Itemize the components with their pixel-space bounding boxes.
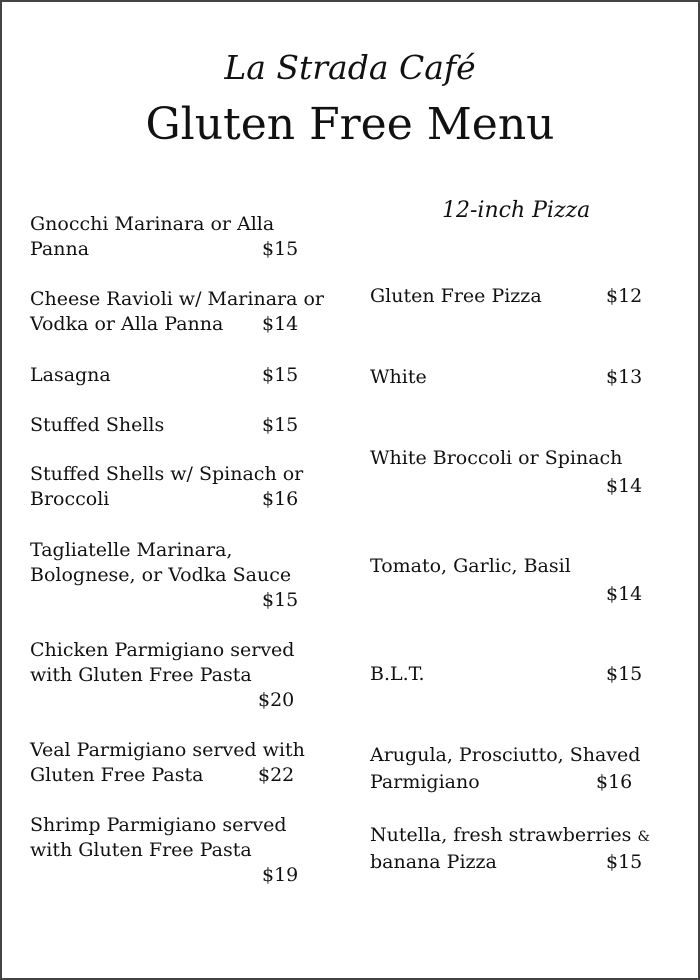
item-name-line: Gnocchi Marinara or Alla [30,213,275,235]
item-price: $15 [262,589,299,611]
cafe-name: La Strada Café [224,48,476,87]
item-price: $15 [262,414,299,436]
pizza-item-nutella [370,823,670,875]
pizza-item-blt [370,662,670,687]
menu-item-shrimp-parmigiano [30,813,340,888]
item-name-text: White [370,366,427,388]
item-name-line: Tomato, Garlic, Basil [370,555,571,577]
item-name-text: B.L.T. [370,663,425,685]
item-price: $16 [596,771,633,793]
item-name-text: Gluten Free Pizza [370,285,542,307]
menu-item-veal-parmigiano [30,738,340,788]
item-name-line: Veal Parmigiano served with [30,739,305,761]
item-name-line [370,823,670,850]
item-price: $20 [258,689,295,711]
item-name-line: Tagliatelle Marinara, [30,539,233,561]
item-name-line [30,413,340,438]
item-name-line [30,763,340,788]
item-price-line [370,474,670,499]
item-price: $13 [606,366,643,388]
item-price: $15 [262,364,299,386]
menu-item-gnocchi [30,212,340,262]
item-name-line: Shrimp Parmigiano served [30,814,287,836]
item-price: $14 [606,583,643,605]
item-price: $19 [262,864,299,886]
item-name-line [30,487,340,512]
item-name-line [370,365,670,390]
item-price: $22 [258,764,295,786]
item-name-text: Stuffed Shells [30,414,165,436]
menu-item-stuffed-shells [30,413,340,438]
pizza-item-white [370,365,670,390]
item-name-line: Arugula, Prosciutto, Shaved [370,744,641,766]
item-name-text: Broccoli [30,488,110,510]
item-price-line [370,582,670,607]
item-price: $15 [606,851,643,873]
menu-item-lasagna [30,363,340,388]
menu-item-chicken-parmigiano [30,638,340,713]
item-name-text: Parmigiano [370,771,480,793]
item-name-text: Vodka or Alla Panna [30,313,224,335]
item-name-line: White Broccoli or Spinach [370,447,623,469]
item-price: $12 [606,285,643,307]
item-name-line: Cheese Ravioli w/ Marinara or [30,288,324,310]
item-name-text: banana Pizza [370,851,497,873]
ampersand-text: & [637,829,650,845]
menu-item-tagliatelle [30,538,340,613]
item-name-text: Gluten Free Pasta [30,764,204,786]
pizza-item-tomato-garlic-basil [370,554,670,607]
item-name-text: Panna [30,238,90,260]
item-name-line [30,363,340,388]
item-name-line [370,662,670,687]
item-name-line [370,850,670,875]
item-price: $14 [606,475,643,497]
menu-title: Gluten Free Menu [145,99,555,150]
item-price: $16 [262,488,299,510]
item-price: $15 [606,663,643,685]
item-price-line [30,688,340,713]
pizza-item-white-broccoli [370,446,670,499]
item-name-line: Stuffed Shells w/ Spinach or [30,463,304,485]
menu-item-stuffed-shells-spinach [30,462,340,512]
pizza-item-gluten-free [370,284,670,309]
pizza-item-arugula-prosciutto [370,743,670,795]
item-name-line [30,312,340,337]
item-name-line: Bolognese, or Vodka Sauce [30,564,292,586]
item-name-line: with Gluten Free Pasta [30,839,252,861]
item-name-line: Chicken Parmigiano served [30,639,295,661]
item-name-line [370,770,670,795]
item-price-line [30,863,340,888]
item-name-text: Lasagna [30,364,111,386]
item-price: $15 [262,238,299,260]
item-name-line [370,284,670,309]
pizza-heading: 12-inch Pizza [442,198,591,223]
item-name-line [30,237,340,262]
item-name-line: with Gluten Free Pasta [30,664,252,686]
item-name-text: Nutella, fresh strawberries [370,824,632,846]
menu-item-cheese-ravioli [30,287,340,337]
item-price-line [30,588,340,613]
item-price: $14 [262,313,299,335]
